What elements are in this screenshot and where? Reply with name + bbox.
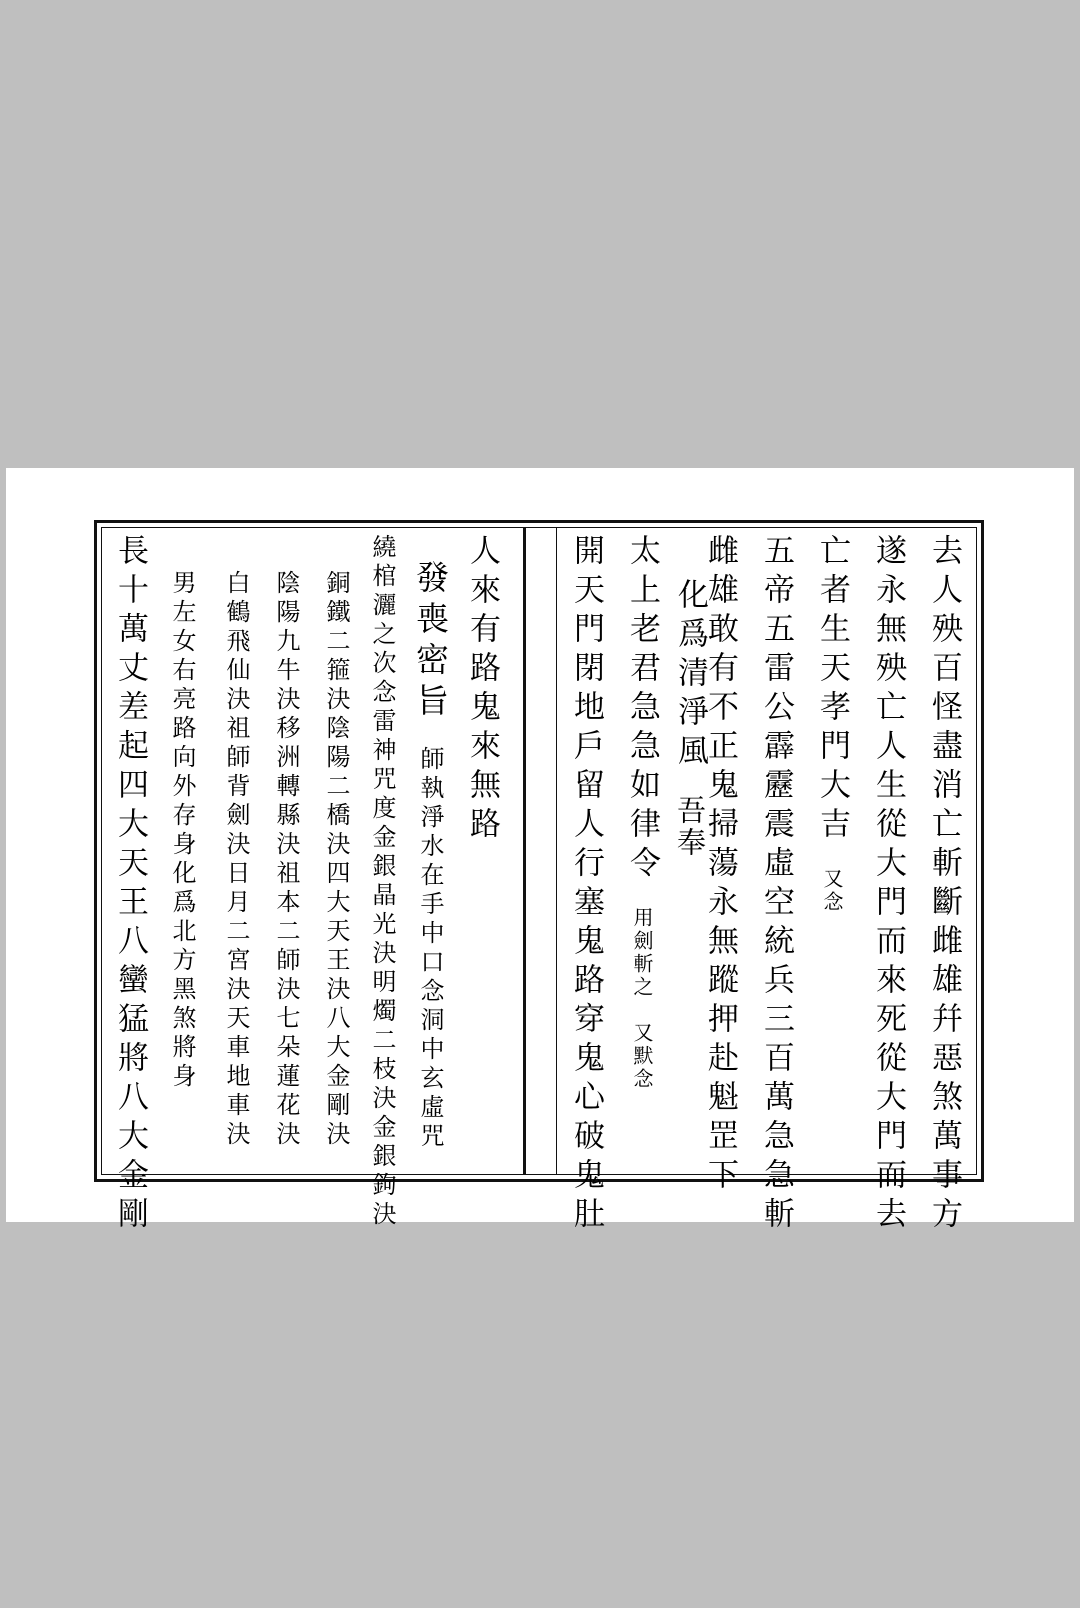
text-column: 男左女右亮路向外存身化爲北方黑煞將身 [168,570,196,1092]
text-main: 太上老君急急如律令 [624,534,660,885]
text-column: 雌雄敢有不正鬼掃蕩永無蹤押赴魁罡下 [702,534,738,1197]
text-column: 長十萬丈差起四大天王八蠻猛將八大金剛 [112,534,148,1236]
text-column: 銅鐵二箍決陰陽二橋決四大天王決八大金剛決 [322,570,350,1150]
section-title: 發喪密旨 [411,560,450,724]
text-main: 亡者生天孝門大吉 [814,534,850,846]
text-main: 化爲清淨風 [672,578,708,773]
text-column [810,534,854,914]
text-annotation: 吾奉 [673,795,707,859]
text-column: 遂永無殃亡人生從大門而來死從大門而去 [870,534,906,1236]
text-column: 五帝五雷公霹靂震虛空統兵三百萬急急斬 [758,534,794,1236]
text-column: 繞棺灑之次念雷神咒度金銀晶光決明燭二枝決金銀鉤決 [368,534,396,1230]
text-annotation: 又念 [820,868,844,914]
text-main: 師執淨水在手中口念洞中玄虛咒 [416,746,444,1152]
text-column: 人來有路鬼來無路 [464,534,500,846]
text-column [668,534,712,859]
text-column: 白鶴飛仙決祖師背劍決日月二宮決天車地車決 [222,570,250,1150]
text-annotation: 用劍斬之 又默念 [630,907,654,1091]
text-column: 去人殃百怪盡消亡斬斷雌雄幷惡煞萬事方 [926,534,962,1236]
page-gutter [523,527,557,1175]
text-column [408,560,452,1152]
text-column: 開天門閉地戶留人行塞鬼路穿鬼心破鬼肚 [568,534,604,1236]
text-column: 陰陽九牛決移洲轉縣決祖本二師決七朵蓮花決 [272,570,300,1150]
text-column [620,534,664,1091]
